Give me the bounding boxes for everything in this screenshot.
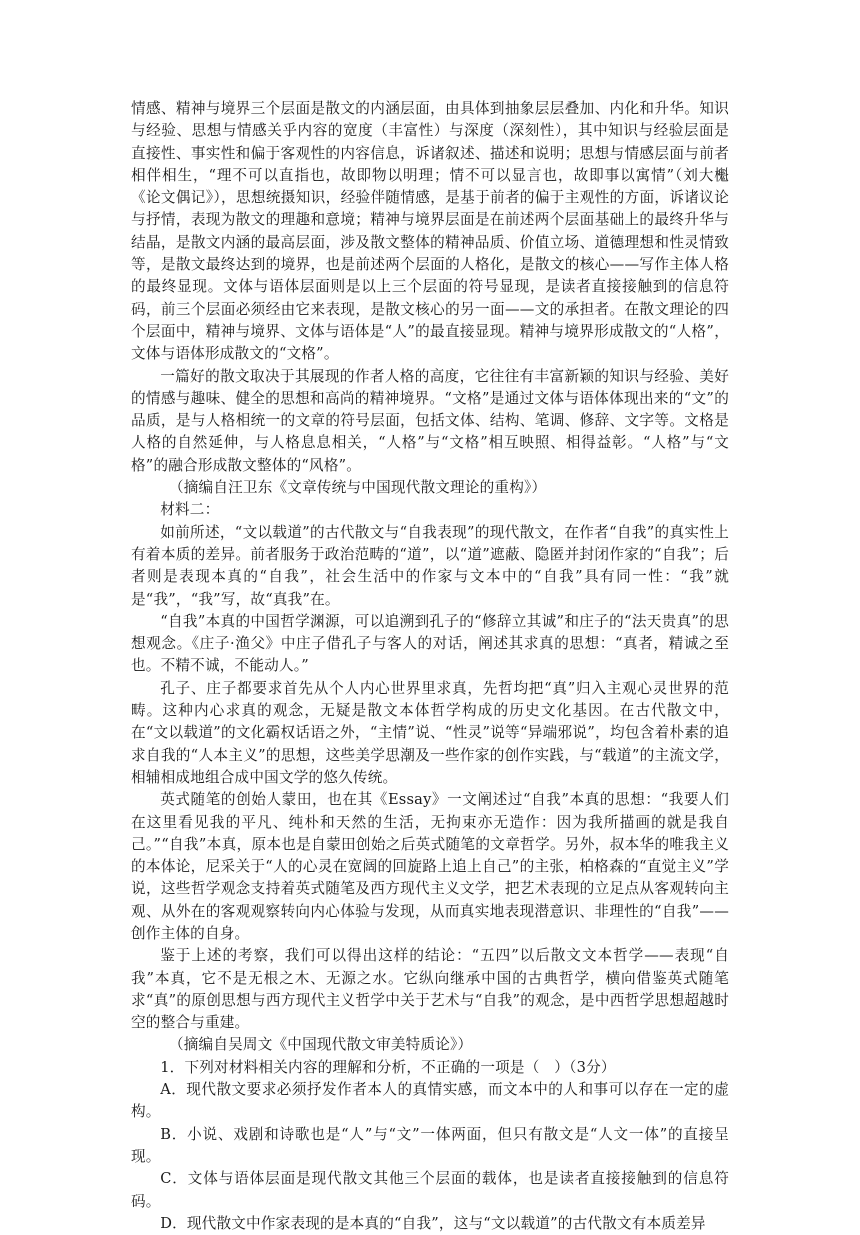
paragraph-6: 英式随笔的创始人蒙田，也在其《Essay》一文阐述过“自我”本真的思想：“我要人们在这里看见我的平凡、纯朴和天然的生活，无拘束亦无造作：因为我所描画的就是我自己。”“自我”本真，原本也是自蒙田创始之后英式随笔的文章哲学。另外，叔本华的唯我主义的本体论，尼采关于“人的心灵在宽阔的回旋路上追上自己”的主张，柏格森的“直觉主义”学说，这些哲学观念支持着英式随笔及西方现代主义文学，把艺术表现的立足点从客观转向主观、从外在的客观观察转向内心体验与发现，从而真实地表现潜意识、非理性的“自我”——创作主体的自身。 [131, 791, 729, 942]
option-c: C．文体与语体层面是现代散文其他三个层面的载体，也是读者直接接触到的信息符码。 [131, 1170, 729, 1210]
material-2-label: 材料二： [160, 501, 220, 519]
option-b: B．小说、戏剧和诗歌也是“人”与“文”一体两面，但只有散文是“人文一体”的直接呈现。 [131, 1125, 729, 1165]
paragraph-7: 鉴于上述的考察，我们可以得出这样的结论：“五四”以后散文文本哲学——表现“自我”本真，它不是无根之木、无源之水。它纵向继承中国的古典哲学，横向借鉴英式随笔求“真”的原创思想与西方现代主义哲学中关于艺术与“自我”的观念，是中西哲学思想超越时空的整合与重建。 [131, 947, 729, 1032]
question-stem: 1．下列对材料相关内容的理解和分析，不正确的一项是（ ）（3分） [160, 1058, 616, 1076]
paragraph-3: 如前所述，“文以载道”的古代散文与“自我表现”的现代散文，在作者“自我”的真实性上有着本质的差异。前者服务于政治范畴的“道”，以“道”遮蔽、隐匿并封闭作家的“自我”；后者则是表现本真的“自我”，社会生活中的作家与文本中的“自我”具有同一性：“我”就是“我”，“我”写，故“真我”在。 [131, 523, 729, 608]
document-page [131, 98, 729, 1235]
source-citation-1: （摘编自汪卫东《文章传统与中国现代散文理论的重构》） [168, 479, 547, 497]
option-d: D．现代散文中作家表现的是本真的“自我”，这与“文以载道”的古代散文有本质差异 [160, 1214, 706, 1232]
paragraph-1: 情感、精神与境界三个层面是散文的内涵层面，由具体到抽象层层叠加、内化和升华。知识与经验、思想与情感关乎内容的宽度（丰富性）与深度（深刻性），其中知识与经验层面是直接性、事实性和偏于客观性的内容信息，诉诸叙述、描述和说明；思想与情感层面与前者相伴相生，“理不可以直指也，故即物以明理；情不可以显言也，故即事以寓情”（刘大櫆《论文偶记》），思想统摄知识，经验伴随情感，是基于前者的偏于主观性的方面，诉诸议论与抒情，表现为散文的理趣和意境；精神与境界层面是在前述两个层面基础上的最终升华与结晶，是散文内涵的最高层面，涉及散文整体的精神品质、价值立场、道德理想和性灵情致等，是散文最终达到的境界，也是前述两个层面的人格化，是散文的核心——写作主体人格的最终显现。文体与语体层面则是以上三个层面的符号显现，是读者直接接触到的信息符码，前三个层面必须经由它来表现，是散文核心的另一面——文的承担者。在散文理论的四个层面中，精神与境界、文体与语体是“人”的最直接显现。精神与境界形成散文的“人格”，文体与语体形成散文的“文格”。 [131, 100, 729, 363]
paragraph-2: 一篇好的散文取决于其展现的作者人格的高度，它往往有丰富新颖的知识与经验、美好的情感与趣味、健全的思想和高尚的精神境界。“文格”是通过文体与语体体现出来的“文”的品质，是与人格相统一的文章的符号层面，包括文体、结构、笔调、修辞、文字等。文格是人格的自然延伸，与人格息息相关，“人格”与“文格”相互映照、相得益彰。“人格”与“文格”的融合形成散文整体的“风格”。 [131, 367, 729, 474]
option-a: A．现代散文要求必须抒发作者本人的真情实感，而文本中的人和事可以存在一定的虚构。 [131, 1081, 729, 1121]
source-citation-2: （摘编自吴周文《中国现代散文审美特质论》） [168, 1036, 473, 1054]
paragraph-5: 孔子、庄子都要求首先从个人内心世界里求真，先哲均把“真”归入主观心灵世界的范畴。这种内心求真的观念，无疑是散文本体哲学构成的历史文化基因。在古代散文中，在“文以载道”的文化霸权话语之外，“主情”说、“性灵”说等“异端邪说”，均包含着朴素的追求自我的“人本主义”的思想，这些美学思潮及一些作家的创作实践，与“载道”的主流文学，相辅相成地组合成中国文学的悠久传统。 [131, 679, 729, 786]
paragraph-4: “自我”本真的中国哲学渊源，可以追溯到孔子的“修辞立其诚”和庄子的“法天贵真”的思想观念。《庄子·渔父》中庄子借孔子与客人的对话，阐述其求真的思想：“真者，精诚之至也。不精不诚，不能动人。” [131, 612, 729, 675]
